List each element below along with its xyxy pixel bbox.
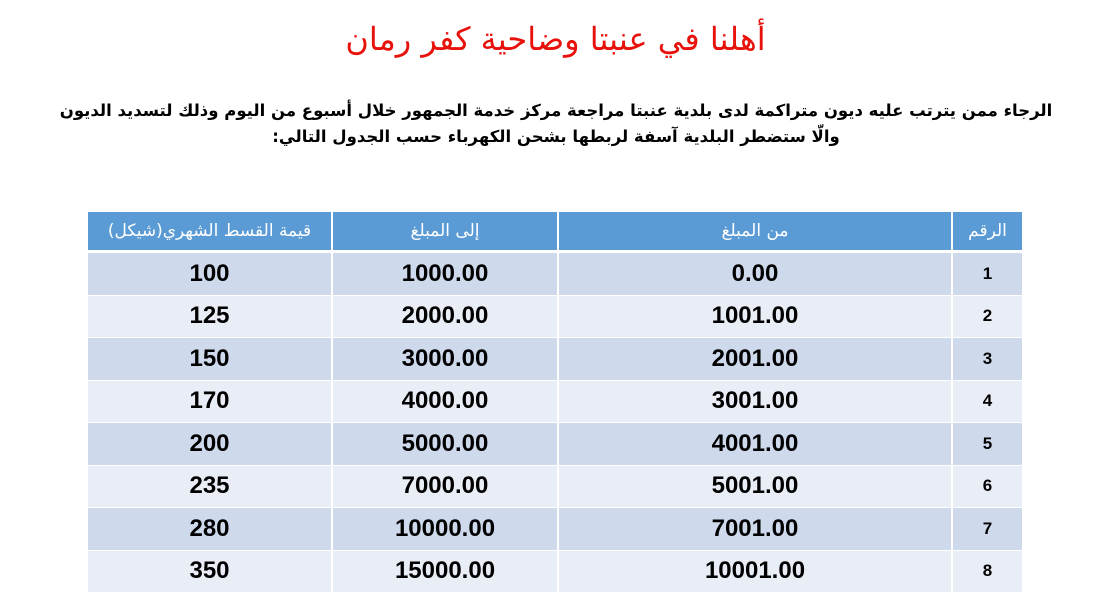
table-row [88, 252, 1022, 296]
cell-number: 2 [952, 295, 1022, 338]
page-title: أهلنا في عنبتا وضاحية كفر رمان [345, 20, 766, 58]
cell-number: 7 [952, 508, 1022, 551]
cell-installment: 100 [88, 252, 332, 296]
cell-to: 4000.00 [332, 380, 558, 423]
debt-notice [8, 98, 1104, 150]
cell-installment: 235 [88, 465, 332, 508]
table-row [88, 550, 1022, 592]
notice-line-2: والّا ستضطر البلدية آسفة لربطها بشحن الكهرباء حسب الجدول التالي: [272, 127, 840, 146]
table-row [88, 465, 1022, 508]
cell-to: 10000.00 [332, 508, 558, 551]
cell-installment: 170 [88, 380, 332, 423]
header-number: الرقم [952, 212, 1022, 252]
table-row [88, 508, 1022, 551]
cell-from: 2001.00 [558, 338, 952, 381]
cell-number: 3 [952, 338, 1022, 381]
table-row [88, 295, 1022, 338]
table-row [88, 338, 1022, 381]
cell-to: 3000.00 [332, 338, 558, 381]
table-row [88, 380, 1022, 423]
cell-number: 4 [952, 380, 1022, 423]
cell-number: 6 [952, 465, 1022, 508]
header-installment: قيمة القسط الشهري(شيكل) [88, 212, 332, 252]
cell-from: 7001.00 [558, 508, 952, 551]
cell-from: 1001.00 [558, 295, 952, 338]
header-from-amount: من المبلغ [558, 212, 952, 252]
notice-line-1: الرجاء ممن يترتب عليه ديون متراكمة لدى بلدية عنبتا مراجعة مركز خدمة الجمهور خلال أسبوع من اليوم وذلك لتسديد الديون [59, 101, 1053, 120]
cell-to: 7000.00 [332, 465, 558, 508]
cell-to: 5000.00 [332, 423, 558, 466]
cell-from: 3001.00 [558, 380, 952, 423]
cell-installment: 150 [88, 338, 332, 381]
cell-number: 8 [952, 550, 1022, 592]
cell-number: 1 [952, 252, 1022, 296]
installment-table [88, 212, 1022, 592]
cell-to: 2000.00 [332, 295, 558, 338]
cell-installment: 280 [88, 508, 332, 551]
cell-installment: 200 [88, 423, 332, 466]
cell-to: 1000.00 [332, 252, 558, 296]
cell-to: 15000.00 [332, 550, 558, 592]
cell-installment: 125 [88, 295, 332, 338]
cell-number: 5 [952, 423, 1022, 466]
header-to-amount: إلى المبلغ [332, 212, 558, 252]
cell-from: 4001.00 [558, 423, 952, 466]
table-header-row [88, 212, 1022, 252]
table-row [88, 423, 1022, 466]
cell-from: 5001.00 [558, 465, 952, 508]
cell-from: 10001.00 [558, 550, 952, 592]
cell-from: 0.00 [558, 252, 952, 296]
cell-installment: 350 [88, 550, 332, 592]
